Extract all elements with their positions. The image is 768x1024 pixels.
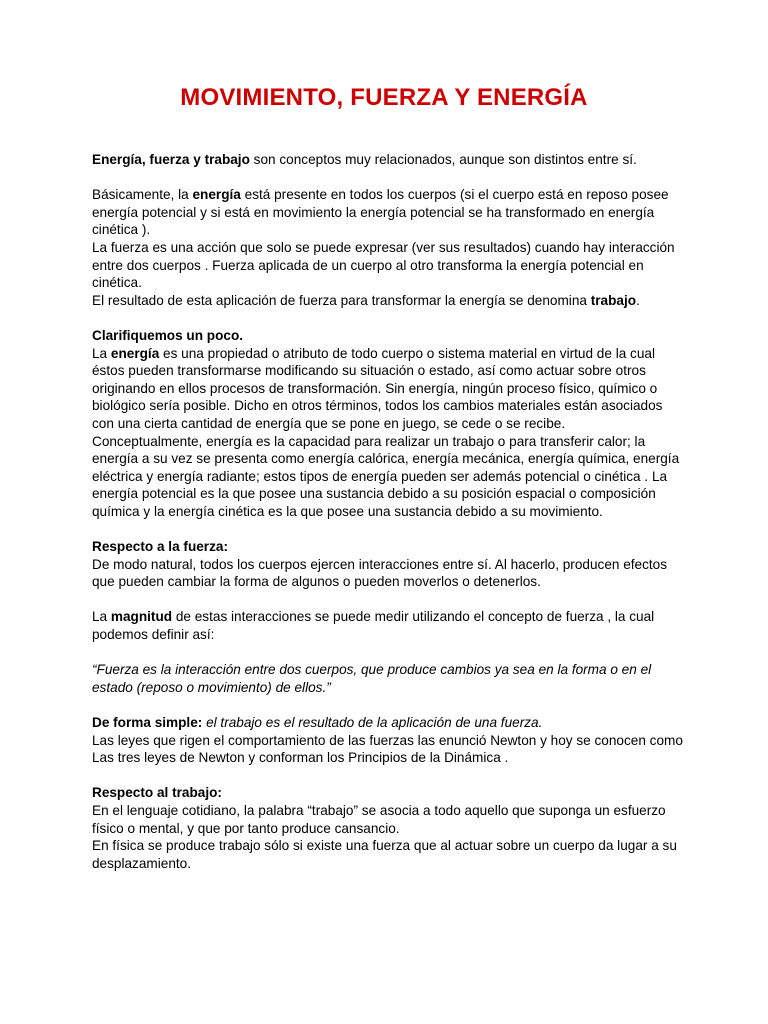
document-body	[92, 151, 684, 872]
paragraph-trabajo-def	[92, 292, 684, 310]
paragraph-fuerza: La fuerza es una acción que solo se puede expresar (ver sus resultados) cuando hay interacción entre dos cuerpos . Fuerza aplicada de un cuerpo al otro transforma la energía potencial en cinética.	[92, 239, 675, 291]
paragraph-energia-propiedad	[92, 345, 684, 433]
paragraph-interacciones: De modo natural, todos los cuerpos ejercen interacciones entre sí. Al hacerlo, producen efectos que pueden cambiar la forma de algunos o pueden moverlos o detenerlos.	[92, 556, 668, 590]
text: .	[636, 292, 640, 308]
bold-term: energía	[192, 187, 241, 203]
paragraph-leyes-newton: Las leyes que rigen el comportamiento de las fuerzas las enunció Newton y hoy se conocen como Las tres leyes de Newton y conforman los Principios de la Dinámica .	[92, 732, 683, 766]
paragraph-fisica-trabajo: En física se produce trabajo sólo si existe una fuerza que al actuar sobre un cuerpo da lugar a su desplazamiento.	[92, 838, 677, 871]
text: está presente en todos los cuerpos (si el cuerpo está en reposo posee energía potencial y si está en movimiento la energía potencial se ha transformado en energía cinética ).	[92, 187, 669, 238]
bold-term: energía	[110, 345, 160, 361]
bold-term: trabajo	[590, 292, 637, 308]
intro-bold: Energía, fuerza y trabajo	[92, 152, 250, 167]
bold-term: De forma simple:	[92, 715, 203, 730]
quote-text: “Fuerza es la interacción entre dos cuerpos, que produce cambios ya sea en la forma o en el estado (reposo o movimiento) de ellos.”	[92, 662, 652, 695]
text: La	[92, 345, 111, 361]
text: La	[92, 609, 111, 625]
paragraph-energia-basica	[92, 186, 684, 239]
text: El resultado de esta aplicación de fuerza para transformar la energía se denomina	[92, 292, 591, 308]
text: es una propiedad o atributo de todo cuerpo o sistema material en virtud de la cual éstos pueden transformarse modificando su situación o estado, así como actuar sobre otros originando en ellos procesos de transformación. Sin energía, ningún proceso físico, químico o biológico sería posible. Dicho en otros términos, todos los cambios materiales están asociados con una cierta cantidad de energía que se pone en juego, se cede o se recibe.	[92, 345, 663, 431]
heading-text: Respecto al trabajo:	[92, 785, 222, 801]
paragraph-energia-conceptual: Conceptualmente, energía es la capacidad para realizar un trabajo o para transferir calor; la energía a su vez se presenta como energía calórica, energía mecánica, energía química, energía eléctrica y energía radiante; estos tipos de energía pueden ser además potencial o cinética . La energía potencial es la que posee una sustancia debido a su posición espacial o composición química y la energía cinética es la que posee una sustancia debido a su movimiento.	[92, 433, 680, 519]
text: de estas interacciones se puede medir utilizando el concepto de fuerza , la cual podemos definir así:	[92, 609, 655, 643]
bold-term: magnitud	[110, 609, 173, 625]
intro-paragraph	[92, 151, 684, 169]
section-heading-fuerza	[92, 538, 684, 556]
heading-text: Respecto a la fuerza:	[92, 539, 228, 555]
text: Básicamente, la	[92, 187, 193, 203]
paragraph-forma-simple	[92, 714, 684, 732]
quote-definicion-fuerza	[92, 661, 684, 696]
heading-text: Clarifiquemos un poco.	[92, 327, 244, 343]
italic-text: el trabajo es el resultado de la aplicación de una fuerza.	[202, 715, 543, 730]
section-heading-clarifiquemos	[92, 327, 684, 345]
intro-text: son conceptos muy relacionados, aunque son distintos entre sí.	[249, 152, 637, 167]
paragraph-lenguaje-cotidiano: En el lenguaje cotidiano, la palabra “trabajo” se asocia a todo aquello que suponga un esfuerzo físico o mental, y que por tanto produce cansancio.	[92, 802, 666, 836]
page-title: MOVIMIENTO, FUERZA Y ENERGÍA	[180, 84, 588, 111]
section-heading-trabajo	[92, 784, 684, 802]
paragraph-magnitud	[92, 608, 684, 643]
